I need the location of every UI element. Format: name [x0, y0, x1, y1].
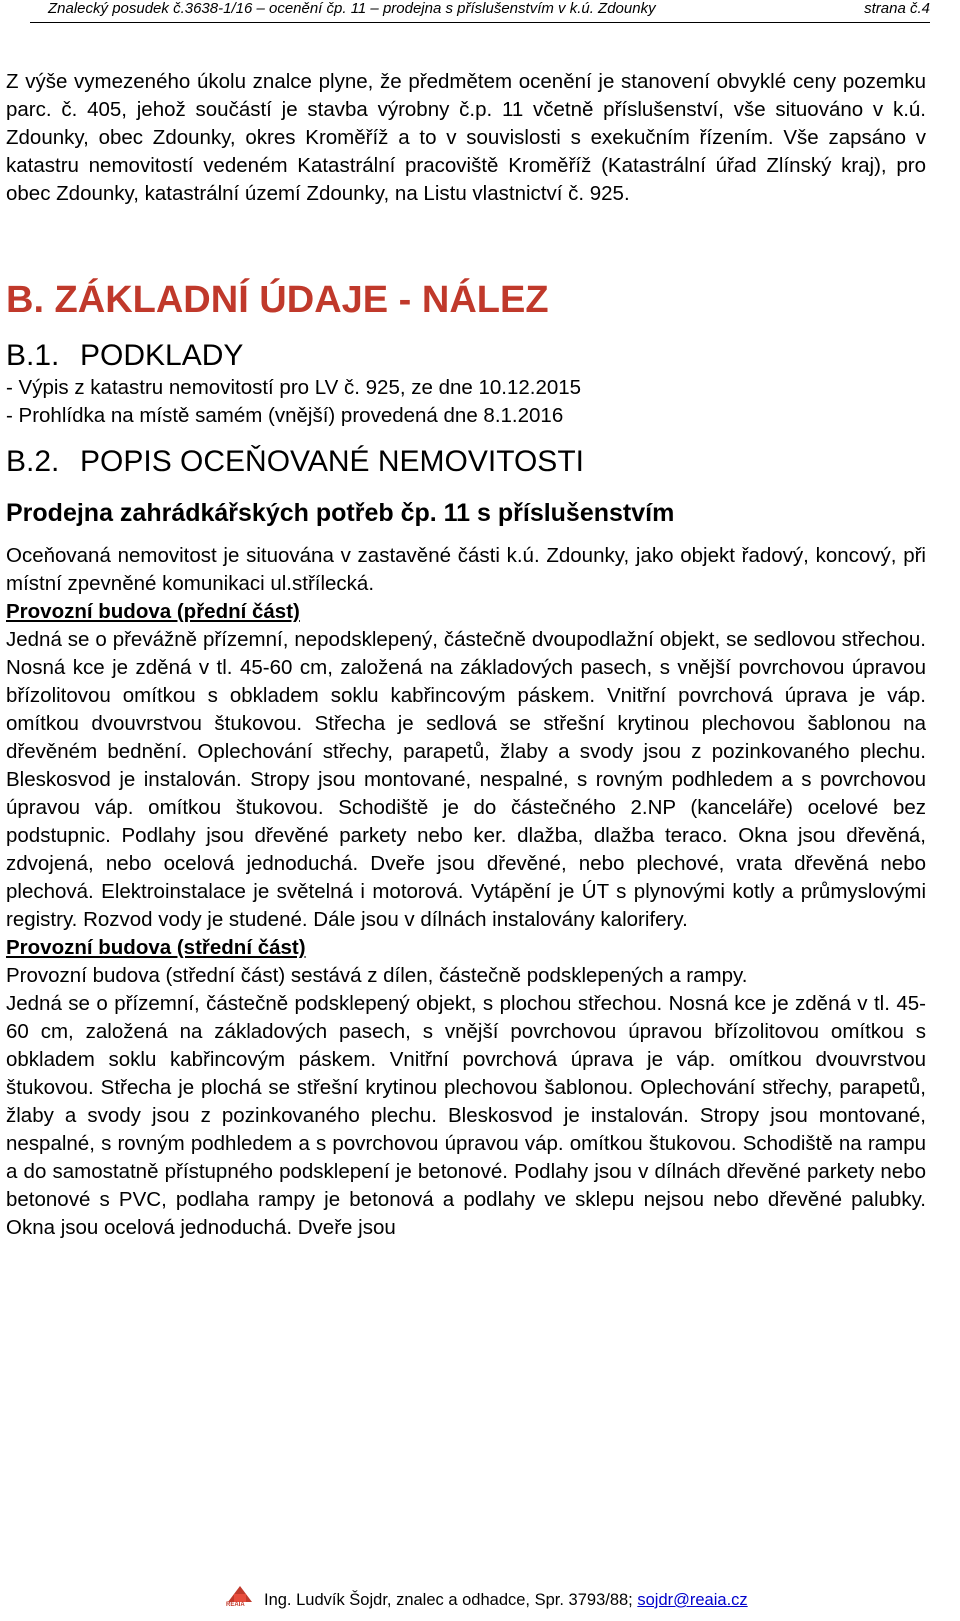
section-b-title: B. ZÁKLADNÍ ÚDAJE - NÁLEZ	[6, 279, 549, 321]
section-b1-title: PODKLADY	[80, 339, 244, 372]
front-building-heading: Provozní budova (přední část)	[6, 600, 300, 623]
document-body	[6, 68, 926, 1242]
middle-building-heading: Provozní budova (střední část)	[6, 936, 306, 959]
logo-text: REAIA	[226, 1602, 245, 1608]
section-b1-heading	[6, 338, 926, 374]
list-item: - Prohlídka na místě samém (vnější) provedená dne 8.1.2016	[6, 404, 564, 427]
header-document-title: Znalecký posudek č.3638-1/16 – ocenění čp. 11 – prodejna s příslušenstvím v k.ú. Zdounky	[48, 0, 656, 17]
footer-author: Ing. Ludvík Šojdr, znalec a odhadce, Spr. 3793/88;	[264, 1591, 638, 1609]
header-page-number: strana č.4	[864, 0, 930, 17]
section-b2-heading	[6, 444, 926, 480]
footer-contact	[264, 1590, 748, 1610]
section-b2-number: B.2.	[6, 445, 60, 478]
middle-building-description: Jedná se o přízemní, částečně podsklepený objekt, s plochou střechou. Nosná kce je zděná v tl. 45-60 cm, založená na základových pasech, s vnější povrchovou úpravou břízolitovou omítkou s obkladem soklu kabřincovým páskem. Vnitřní povrchová úprava je váp. omítkou dvouvrstvou štukovou. Střecha je plochá se střešní krytinou plechovou šablonou. Oplechování střechy, parapetů, žlaby a svody jsou z pozinkovaného plechu. Bleskosvod je instalován. Stropy jsou montované, nespalné, s rovným podhledem a s povrchovou úpravou váp. omítkou štukovou. Schodiště na rampu a do samostatně přístupného podsklepení je betonové. Podlahy jsou v dílnách dřevěné parkety nebo betonové s PVC, podlaha rampy je betonová a podlahy ve sklepu nejsou nebo dřevěné palubky. Okna jsou ocelová jednoduchá. Dveře jsou	[6, 992, 926, 1239]
location-paragraph: Oceňovaná nemovitost je situována v zastavěné části k.ú. Zdounky, jako objekt řadový, koncový, při místní zpevněné komunikaci ul.střílecká.	[6, 544, 926, 595]
list-item: - Výpis z katastru nemovitostí pro LV č. 925, ze dne 10.12.2015	[6, 376, 582, 399]
middle-building-intro: Provozní budova (střední část) sestává z dílen, částečně podsklepených a rampy.	[6, 964, 748, 987]
page-footer	[0, 1580, 960, 1620]
section-b2-title: POPIS OCEŇOVANÉ NEMOVITOSTI	[80, 445, 584, 478]
page-header	[30, 0, 930, 23]
front-building-description: Jedná se o převážně přízemní, nepodsklepený, částečně dvoupodlažní objekt, se sedlovou střechou. Nosná kce je zděná v tl. 45-60 cm, založená na základových pasech, s vnější povrchovou úpravou břízolitovou omítkou s obkladem soklu kabřincovým páskem. Vnitřní povrchová úprava je váp. omítkou dvouvrstvou štukovou. Střecha je sedlová se střešní krytinou plechovou šablonou na dřevěném bednění. Oplechování střechy, parapetů, žlaby a svody jsou z pozinkovaného plechu. Bleskosvod je instalován. Stropy jsou montované, nespalné, s rovným podhledem a s povrchovou úpravou váp. omítkou štukovou. Schodiště je do částečného 2.NP (kanceláře) ocelové bez podstupnic. Podlahy jsou dřevěné parkety nebo ker. dlažba, dlažba teraco. Okna jsou dřevěná, zdvojená, nebo ocelová jednoduchá. Dveře jsou dřevěné, nebo plechové, vrata dřevěná nebo plechová. Elektroinstalace je světelná i motorová. Vytápění je ÚT s plynovými kotly a průmyslovými registry. Rozvod vody je studené. Dále jsou v dílnách instalovány kalorifery.	[6, 628, 926, 931]
property-title: Prodejna zahrádkářských potřeb čp. 11 s příslušenstvím	[6, 499, 675, 527]
section-b1-number: B.1.	[6, 339, 60, 372]
intro-paragraph: Z výše vymezeného úkolu znalce plyne, že předmětem ocenění je stanovení obvyklé ceny pozemku parc. č. 405, jehož součástí je stavba výrobny č.p. 11 včetně příslušenství, vše situováno v k.ú. Zdounky, obec Zdounky, okres Kroměříž a to v souvislosti s exekučním řízením. Vše zapsáno v katastru nemovitostí vedeném Katastrální pracoviště Kroměříž (Katastrální úřad Zlínský kraj), pro obec Zdounky, katastrální území Zdounky, na Listu vlastnictví č. 925.	[6, 70, 926, 205]
footer-email-link[interactable]: sojdr@reaia.cz	[637, 1591, 748, 1609]
